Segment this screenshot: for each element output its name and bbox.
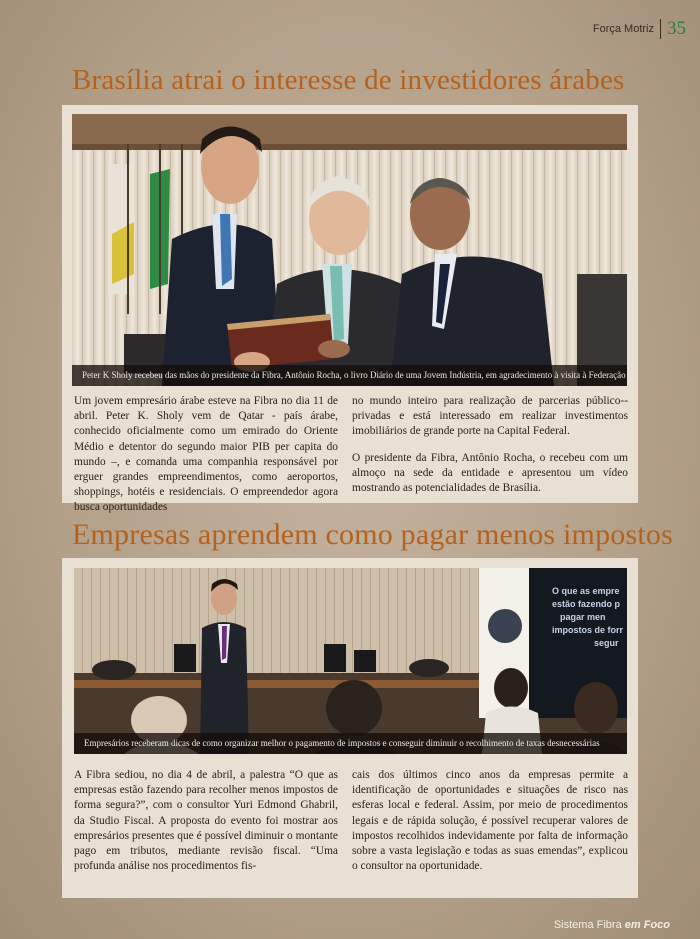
footer-brand: Sistema Fibra xyxy=(553,919,622,931)
svg-text:pagar men: pagar men xyxy=(560,612,606,622)
page-footer xyxy=(554,919,670,931)
article2-paragraph-1-continued: cais dos últimos cinco anos da empresas permite a identificação de oportunidades e situações de risco nas esferas local e federal. Assim, por meio de procedimentos legais e de rápida solução, é possível recuperar valores de impostos recolhidos indevidamente por falta de informação sobre a vasta legislação e todas as suas emendas”, explicou o consultor na oportunidade. xyxy=(352,769,628,873)
page-header xyxy=(593,18,686,40)
article2-photo xyxy=(74,568,627,754)
article2-panel xyxy=(62,558,638,898)
svg-text:estão fazendo p: estão fazendo p xyxy=(552,599,621,609)
article1-photo xyxy=(72,114,627,386)
article1-title: Brasília atrai o interesse de investidores árabes xyxy=(72,64,625,96)
svg-text:impostos de forr: impostos de forr xyxy=(552,625,624,635)
svg-text:O que as empre: O que as empre xyxy=(552,586,620,596)
header-divider xyxy=(660,19,661,39)
footer-brand-suffix: em Foco xyxy=(624,919,670,931)
article2-title: Empresas aprendem como pagar menos impostos xyxy=(72,518,673,551)
svg-text:segur: segur xyxy=(594,638,619,648)
article1-caption: Peter K Sholy recebeu das mãos do presidente da Fibra, Antônio Rocha, o livro Diário de uma Jovem Indústria, em agradecimento à visita à Federação xyxy=(72,365,627,386)
lecture-photo xyxy=(74,568,627,754)
article2-paragraph-1: A Fibra sediou, no dia 4 de abril, a palestra “O que as empresas estão fazendo para recolher menos impostos de forma segura?”, com o consultor Yuri Edmond Ghabril, da Studio Fiscal. A proposta do evento foi mostrar aos empresários presentes que é possível diminuir o montante pago em tributos, mediante revisão fiscal. “Uma profunda análise nos procedimentos fis- xyxy=(74,769,338,873)
section-name: Força Motriz xyxy=(592,23,654,35)
article1-panel xyxy=(62,105,638,514)
article1-paragraph-2: O presidente da Fibra, Antônio Rocha, o recebeu com um almoço na sede da entidade e apresentou um vídeo mostrando as potencialidades de Brasília. xyxy=(352,452,628,495)
page-number: 35 xyxy=(667,18,686,39)
article2-caption: Empresários receberam dicas de como organizar melhor o pagamento de impostos e conseguir diminuir o recolhimento de taxas desnecessárias xyxy=(74,733,627,754)
handshake-book-photo xyxy=(72,114,627,386)
article1-paragraph-1: Um jovem empresário árabe esteve na Fibra no dia 11 de abril. Peter K. Sholy vem de Qatar - país árabe, conhecido oficialmente como um emirado do Oriente Médio e detentor do segundo maior PIB per capita do mundo –, e comanda uma companhia responsável por erguer grandes empreendimentos, como aeroportos, shoppings, hotéis e residenciais. O empreendedor agora busca oportunidades xyxy=(74,395,338,514)
article1-paragraph-1-continued: no mundo inteiro para realização de parcerias público--privadas e está interessado em realizar investimentos imobiliários de grande porte na Capital Federal. xyxy=(352,395,628,438)
